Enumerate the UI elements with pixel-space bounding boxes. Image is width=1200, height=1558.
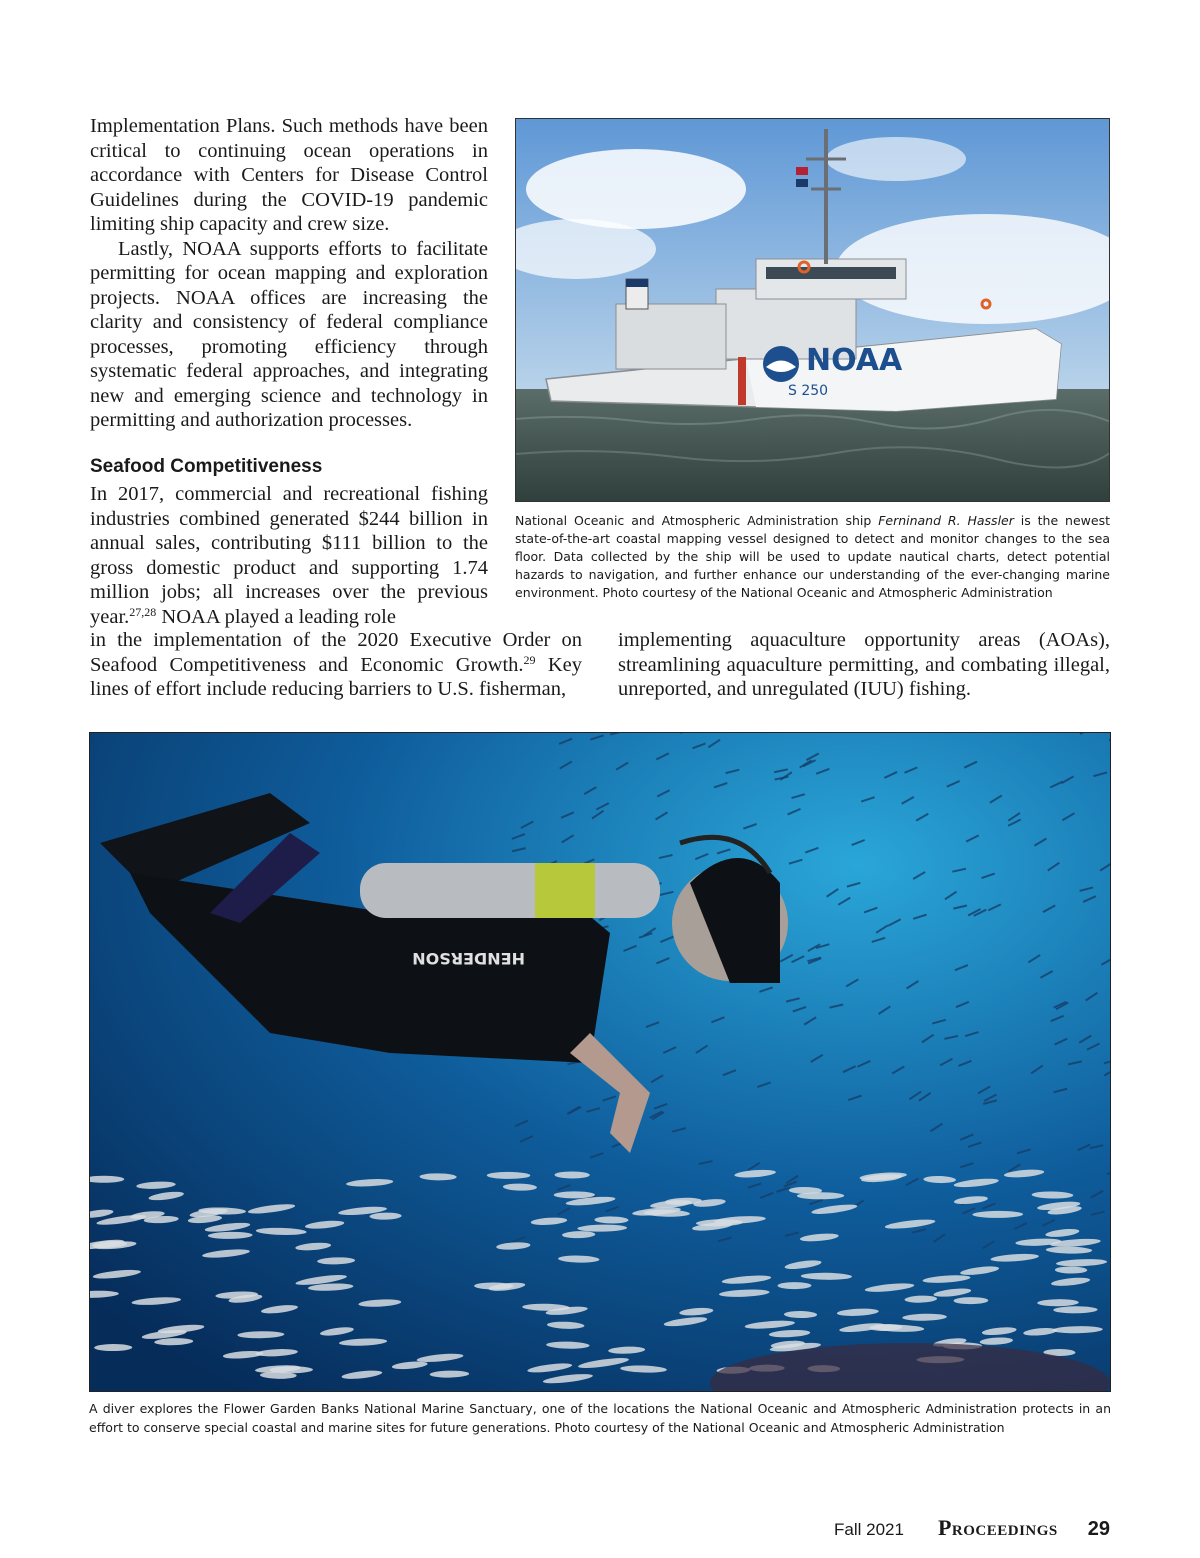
seafood-text-3: in the implementation of the 2020 Executive Order on Seafood Competitiveness and Economic Growth. [90, 629, 582, 676]
right-column-bottom [618, 628, 1110, 702]
seafood-text-2: NOAA played a leading role [156, 605, 396, 628]
paragraph-permitting: Lastly, NOAA supports efforts to facilitate permitting for ocean mapping and exploration projects. NOAA offices are increasing the clarity and consistency of federal compliance processes, promoting efficiency through systematic federal approaches, and integrating new and emerging science and technology in permitting and authorization processes. [90, 237, 488, 431]
ship-photo [515, 118, 1110, 502]
ship-photo-caption [515, 512, 1110, 602]
reference-27-28: 27,28 [129, 604, 157, 619]
diver-suit-label: HENDERSON [412, 949, 525, 968]
left-column-mid [90, 482, 488, 629]
paragraph-seafood-intro [90, 482, 488, 629]
page-footer [834, 1515, 1110, 1541]
ship-caption-text-2: is the newest state-of-the-art coastal mapping vessel designed to detect and monitor changes to the sea floor. Data collected by the ship will be used to update nautical charts, detect potential hazards to navigation, and further enhance our understanding of the ever-changing marine environment. Photo courtesy of the National Oceanic and Atmospheric Administration [515, 513, 1110, 600]
seafood-text-1: In 2017, commercial and recreational fishing industries combined generated $244 billion in annual sales, contributing $111 billion to the gross domestic product and supporting 1.74 million jobs; all increases over the previous year. [90, 483, 488, 628]
footer-publication: Proceedings [937, 1515, 1058, 1540]
footer-page-number: 29 [1087, 1518, 1110, 1540]
ship-hull-noaa: NOAA [806, 343, 903, 378]
seafood-text-4: Key lines of effort include reducing barriers to U.S. fisherman, [90, 653, 583, 700]
paragraph-aquaculture: implementing aquaculture opportunity areas (AOAs), streamlining aquaculture permitting, and combating illegal, unreported, and unregulated (IUU) fishing. [618, 629, 1110, 700]
paragraph-implementation: Implementation Plans. Such methods have been critical to continuing ocean operations in accordance with Centers for Disease Control Guidelines during the COVID-19 pandemic limiting ship capacity and crew size. [90, 115, 488, 235]
ship-hull-number: S 250 [788, 383, 829, 399]
section-heading-seafood: Seafood Competitiveness [90, 456, 323, 477]
reference-29: 29 [523, 652, 536, 667]
diver-illustration [90, 733, 1111, 1392]
paragraph-executive-order [90, 628, 582, 702]
ship-illustration [516, 119, 1110, 502]
footer-season: Fall 2021 [834, 1520, 904, 1539]
left-column-bottom [90, 628, 582, 702]
ship-caption-text-1: National Oceanic and Atmospheric Administration ship [515, 513, 879, 528]
ship-caption-ship-name: Ferninand R. Hassler [878, 513, 1014, 528]
left-column-top [90, 114, 488, 433]
diver-photo-caption: A diver explores the Flower Garden Banks National Marine Sanctuary, one of the locations the National Oceanic and Atmospheric Administration protects in an effort to conserve special coastal and marine sites for future generations. Photo courtesy of the National Oceanic and Atmospheric Administration [89, 1401, 1111, 1435]
diver-photo [89, 732, 1111, 1392]
